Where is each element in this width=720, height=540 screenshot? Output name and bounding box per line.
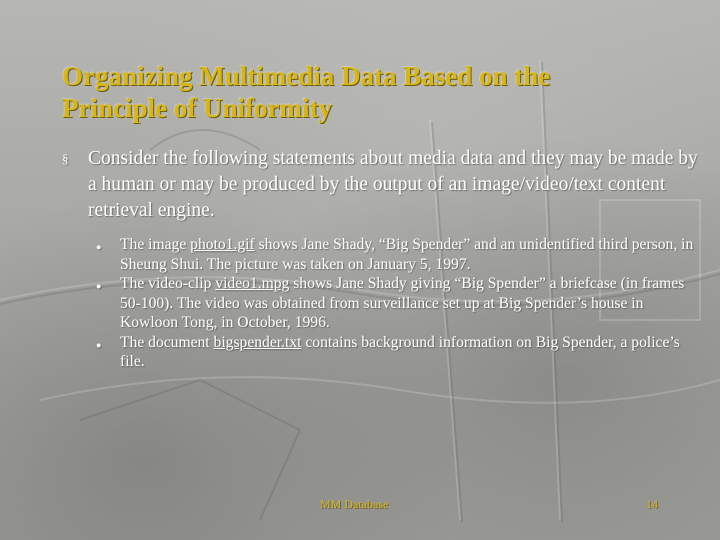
- footer-title: MM Database: [320, 497, 389, 511]
- sub-bullet-text-before: The image: [120, 236, 191, 253]
- sub-bullet-text-after: shows Jane Shady giving “Big Spender” a briefcase (in frames 50-100). The video was obtained from surveillance set up at Big Spender’s house in Kowloon Tong, in October, 1996.: [120, 275, 685, 331]
- main-bullet-text: Consider the following statements about media data and they may be made by a human or may be produced by the output of an image/video/text content retrieval engine.: [88, 148, 698, 221]
- main-bullet-item: [62, 146, 702, 224]
- page-number: 14: [646, 497, 658, 511]
- file-link-video[interactable]: video1.mpg: [215, 275, 290, 292]
- sub-bullet-item: [96, 333, 696, 372]
- sub-bullet-text-before: The video-clip: [120, 275, 216, 292]
- file-link-document[interactable]: bigspender.txt: [213, 333, 302, 351]
- dot-bullet-icon: ●: [96, 242, 102, 252]
- main-bullet-list: [62, 146, 702, 224]
- sub-bullet-text-before: The document: [120, 333, 214, 351]
- square-bullet-icon: §: [62, 151, 69, 166]
- sub-bullet-item: [96, 274, 696, 333]
- sub-bullet-item: [96, 235, 696, 274]
- sub-bullet-text-after: shows Jane Shady, “Big Spender” and an unidentified third person, in Sheung Shui. The picture was taken on January 5, 1997.: [120, 236, 694, 273]
- sub-bullet-list: [96, 235, 696, 372]
- dot-bullet-icon: ●: [96, 281, 102, 291]
- slide-title: [62, 60, 682, 124]
- title-line-1: Organizing Multimedia Data Based on the: [62, 61, 551, 91]
- title-line-2: Principle of Uniformity: [62, 93, 332, 123]
- dot-bullet-icon: ●: [96, 339, 102, 350]
- file-link-photo[interactable]: photo1.gif: [190, 236, 255, 253]
- sub-bullet-text-after: contains background information on Big Spender, a police’s file.: [120, 333, 680, 370]
